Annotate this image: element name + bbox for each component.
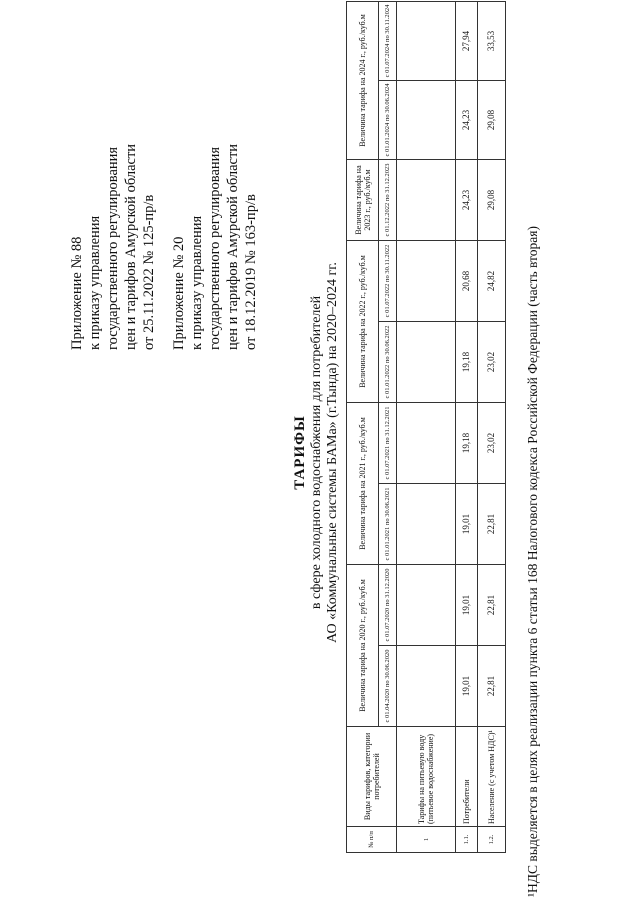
tariff-value: 22,81: [478, 484, 506, 565]
annex-line: цен и тарифов Амурской области: [225, 143, 241, 350]
tariff-value: [397, 160, 456, 241]
period-header: с 01.01.2022 по 30.06.2022: [379, 322, 397, 403]
period-header: с 01.04.2020 по 30.06.2020: [379, 646, 397, 727]
table-row: [478, 2, 506, 853]
tariff-value: [397, 81, 456, 160]
period-header: с 01.07.2024 по 30.11.2024: [379, 2, 397, 81]
period-header: с 01.07.2022 по 30.11.2022: [379, 241, 397, 322]
tariff-value: 19,18: [456, 403, 478, 484]
header-tariff-kind: Виды тарифов, категории потребителей: [347, 727, 397, 827]
tariff-table: [346, 1, 506, 853]
header-year-2021: Величина тарифа на 2021 г., руб./куб.м: [347, 403, 379, 565]
tariff-value: [397, 565, 456, 646]
tariff-value: 22,81: [478, 565, 506, 646]
tariff-value: [397, 2, 456, 81]
header-year-2022: Величина тарифа на 2022 г., руб./куб.м: [347, 241, 379, 403]
tariff-value: 33,53: [478, 2, 506, 81]
tariff-value: 19,18: [456, 322, 478, 403]
annex-line: Приложение № 20: [171, 236, 187, 350]
document-title: ТАРИФЫ: [292, 415, 308, 490]
tariff-value: 20,68: [456, 241, 478, 322]
row-name: Население (с учетом НДС)¹: [478, 727, 506, 827]
period-header: с 01.12.2022 по 31.12.2023: [379, 160, 397, 241]
table-row: [397, 2, 456, 853]
tariff-value: 27,94: [456, 2, 478, 81]
annex-line: к приказу управления: [87, 215, 103, 350]
tariff-value: 24,23: [456, 160, 478, 241]
tariff-value: [397, 484, 456, 565]
annex-88-block: [68, 144, 158, 350]
annex-line: Приложение № 88: [69, 236, 85, 350]
tariff-value: [397, 322, 456, 403]
header-number: № п/п: [347, 827, 397, 853]
tariff-value: 19,01: [456, 646, 478, 727]
tariff-value: 24,23: [456, 81, 478, 160]
row-number: 1.1.: [456, 827, 478, 853]
tariff-value: 19,01: [456, 484, 478, 565]
row-number: 1.2.: [478, 827, 506, 853]
header-year-2024: Величина тарифа на 2024 г., руб./куб.м: [347, 2, 379, 160]
tariff-value: [397, 241, 456, 322]
document-subtitle-2: АО «Коммунальные системы БАМа» (г.Тында) на 2020–2024 гг.: [325, 262, 340, 643]
tariff-value: 23,02: [478, 403, 506, 484]
row-name: Тарифы на питьевую воду (питьевое водоснабжение): [397, 727, 456, 827]
tariff-value: [397, 646, 456, 727]
period-header: с 01.07.2020 по 31.12.2020: [379, 565, 397, 646]
annex-line: государственного регулирования: [105, 146, 121, 350]
annex-line: цен и тарифов Амурской области: [123, 143, 139, 350]
table-row: [456, 2, 478, 853]
tariff-value: 22,81: [478, 646, 506, 727]
row-name: Потребители: [456, 727, 478, 827]
tariff-value: 29,08: [478, 81, 506, 160]
tariff-value: 24,82: [478, 241, 506, 322]
tariff-value: 23,02: [478, 322, 506, 403]
period-header: с 01.01.2024 по 30.06.2024: [379, 81, 397, 160]
header-year-2020: Величина тарифа на 2020 г., руб./куб.м: [347, 565, 379, 727]
tariff-value: 19,01: [456, 565, 478, 646]
period-header: с 01.07.2021 по 31.12.2021: [379, 403, 397, 484]
row-number: 1: [397, 827, 456, 853]
annex-line: от 25.11.2022 № 125-пр/в: [141, 194, 157, 350]
annex-line: к приказу управления: [189, 215, 205, 350]
footnote: ¹НДС выделяется в целях реализации пункта 6 статьи 168 Налогового кодекса Российской Федерации (часть вторая): [525, 226, 540, 897]
period-header: с 01.01.2021 по 30.06.2021: [379, 484, 397, 565]
tariff-value: 29,08: [478, 160, 506, 241]
tariff-value: [397, 403, 456, 484]
annex-20-block: [170, 144, 260, 350]
header-year-2023: Величина тарифа на 2023 г., руб./куб.м: [347, 160, 379, 241]
annex-line: государственного регулирования: [207, 146, 223, 350]
document-subtitle-1: в сфере холодного водоснабжения для потребителей: [309, 295, 324, 610]
annex-line: от 18.12.2019 № 163-пр/в: [243, 194, 259, 350]
